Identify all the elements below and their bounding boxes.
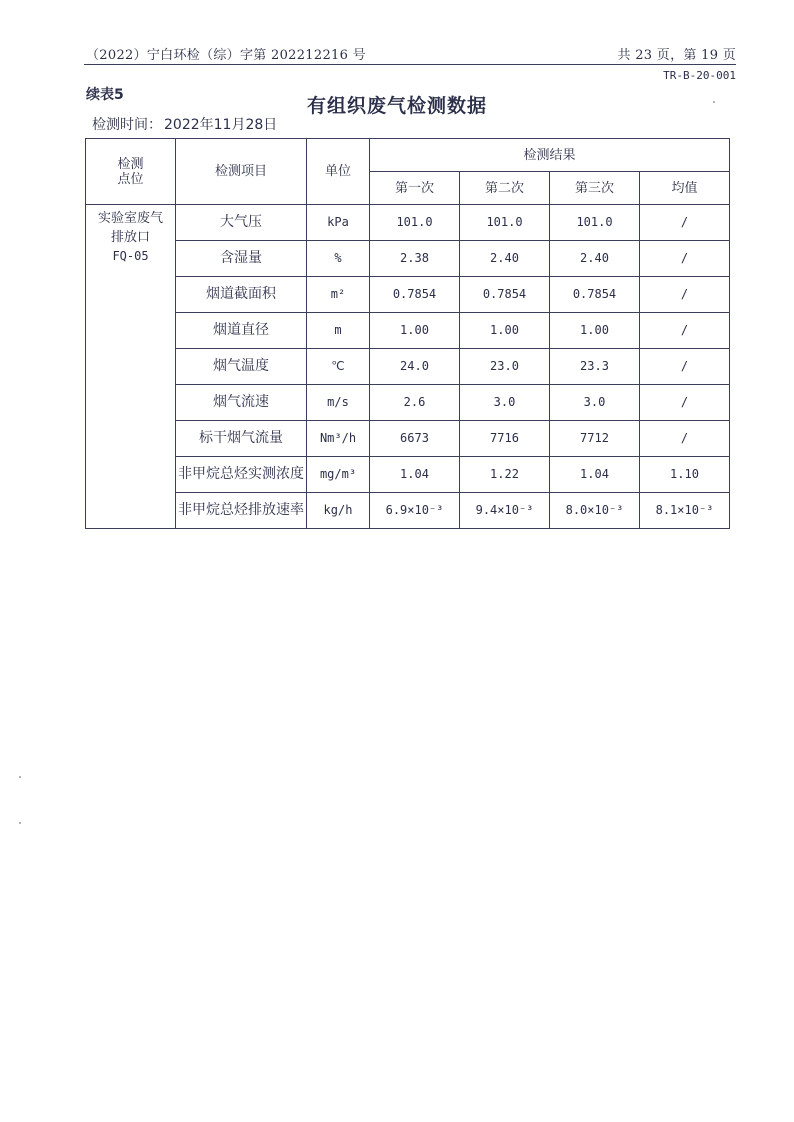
unit-cell: m² <box>307 277 370 313</box>
value-cell: 1.00 <box>460 313 550 349</box>
sampling-point-line: 排放口 <box>110 230 150 245</box>
item-cell: 烟道截面积 <box>176 277 307 313</box>
value-cell: 24.0 <box>370 349 460 385</box>
continued-table-label: 续表5 <box>86 87 124 103</box>
unit-cell: kg/h <box>307 493 370 529</box>
unit-cell: mg/m³ <box>307 457 370 493</box>
value-cell: 0.7854 <box>460 277 550 313</box>
value-cell: 8.0×10⁻³ <box>550 493 640 529</box>
header-point: 检测 点位 <box>86 139 176 205</box>
table-row <box>86 241 730 277</box>
scan-speck <box>19 822 21 824</box>
header-results: 检测结果 <box>370 139 730 172</box>
table-row <box>86 205 730 241</box>
item-cell: 非甲烷总烃排放速率 <box>176 493 307 529</box>
value-cell: 23.0 <box>460 349 550 385</box>
sampling-point <box>86 205 176 529</box>
mean-cell: / <box>640 205 730 241</box>
mean-cell: 1.10 <box>640 457 730 493</box>
item-cell: 大气压 <box>176 205 307 241</box>
table-row <box>86 457 730 493</box>
unit-cell: % <box>307 241 370 277</box>
table-row <box>86 277 730 313</box>
scan-speck <box>19 776 21 778</box>
value-cell: 2.40 <box>550 241 640 277</box>
value-cell: 2.38 <box>370 241 460 277</box>
item-cell: 非甲烷总烃实测浓度 <box>176 457 307 493</box>
value-cell: 1.04 <box>370 457 460 493</box>
value-cell: 1.00 <box>370 313 460 349</box>
value-cell: 0.7854 <box>370 277 460 313</box>
item-cell: 烟气温度 <box>176 349 307 385</box>
item-cell: 标干烟气流量 <box>176 421 307 457</box>
header-mean: 均值 <box>640 172 730 205</box>
test-date-value: 2022年11月28日 <box>164 117 278 133</box>
value-cell: 3.0 <box>460 385 550 421</box>
value-cell: 0.7854 <box>550 277 640 313</box>
page-info: 共 23 页，第 19 页 <box>617 48 736 63</box>
header-rule <box>84 64 736 65</box>
test-date-label: 检测时间： <box>92 117 162 133</box>
mean-cell: / <box>640 241 730 277</box>
unit-cell: Nm³/h <box>307 421 370 457</box>
test-date <box>92 114 277 134</box>
document-number: （2022）宁白环检（综）字第 202212216 号 <box>86 48 366 63</box>
header-item: 检测项目 <box>176 139 307 205</box>
unit-cell: ℃ <box>307 349 370 385</box>
value-cell: 1.00 <box>550 313 640 349</box>
scan-speck <box>713 101 715 103</box>
sampling-point-code: FQ-05 <box>112 249 149 263</box>
table-row <box>86 421 730 457</box>
value-cell: 1.04 <box>550 457 640 493</box>
value-cell: 9.4×10⁻³ <box>460 493 550 529</box>
table-row <box>86 385 730 421</box>
value-cell: 101.0 <box>370 205 460 241</box>
value-cell: 7712 <box>550 421 640 457</box>
item-cell: 烟气流速 <box>176 385 307 421</box>
form-code: TR-B-20-001 <box>663 69 736 82</box>
unit-cell: kPa <box>307 205 370 241</box>
value-cell: 2.40 <box>460 241 550 277</box>
mean-cell: / <box>640 277 730 313</box>
table-row <box>86 349 730 385</box>
table-row <box>86 493 730 529</box>
value-cell: 2.6 <box>370 385 460 421</box>
value-cell: 101.0 <box>460 205 550 241</box>
mean-cell: / <box>640 313 730 349</box>
value-cell: 101.0 <box>550 205 640 241</box>
unit-cell: m/s <box>307 385 370 421</box>
value-cell: 7716 <box>460 421 550 457</box>
value-cell: 1.22 <box>460 457 550 493</box>
header-second: 第二次 <box>460 172 550 205</box>
mean-cell: / <box>640 385 730 421</box>
header-first: 第一次 <box>370 172 460 205</box>
unit-cell: m <box>307 313 370 349</box>
emission-data-table <box>85 138 730 529</box>
table-row <box>86 313 730 349</box>
mean-cell: / <box>640 349 730 385</box>
page-title: 有组织废气检测数据 <box>306 95 487 117</box>
sampling-point-line: 实验室废气 <box>97 211 163 226</box>
mean-cell: / <box>640 421 730 457</box>
value-cell: 6673 <box>370 421 460 457</box>
header-third: 第三次 <box>550 172 640 205</box>
header-unit: 单位 <box>307 139 370 205</box>
value-cell: 23.3 <box>550 349 640 385</box>
item-cell: 含湿量 <box>176 241 307 277</box>
value-cell: 3.0 <box>550 385 640 421</box>
item-cell: 烟道直径 <box>176 313 307 349</box>
mean-cell: 8.1×10⁻³ <box>640 493 730 529</box>
value-cell: 6.9×10⁻³ <box>370 493 460 529</box>
